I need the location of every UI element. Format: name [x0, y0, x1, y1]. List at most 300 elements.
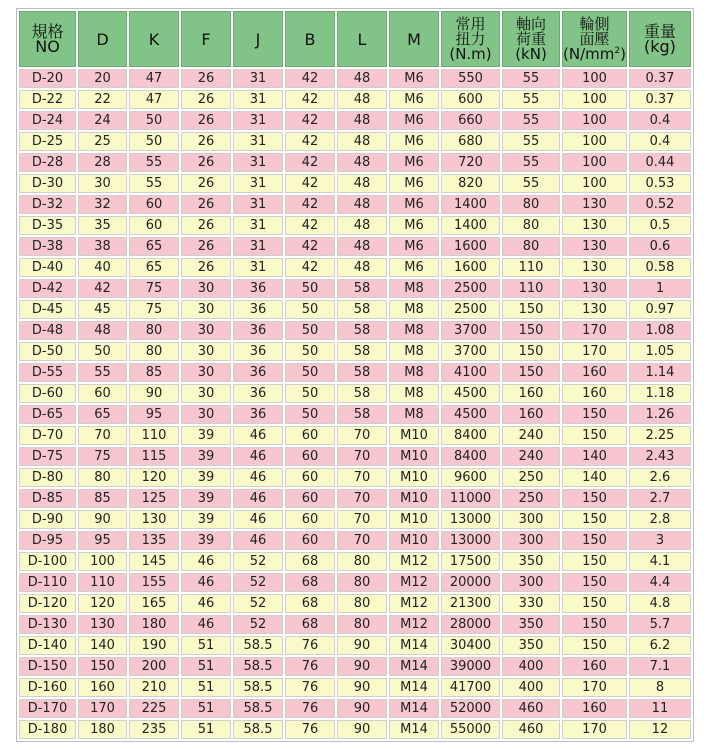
table-cell: 160 [562, 384, 627, 403]
header-line: 扭力 [455, 29, 486, 48]
table-cell: 42 [285, 69, 335, 88]
table-cell: 170 [562, 720, 627, 739]
table-cell: 46 [233, 531, 283, 550]
table-cell: 80 [502, 195, 560, 214]
table-cell: 46 [181, 552, 231, 571]
table-cell: 150 [502, 342, 560, 361]
table-cell: 31 [233, 111, 283, 130]
table-cell: D-100 [19, 552, 76, 571]
header-label: J [255, 29, 261, 49]
table-cell: 26 [181, 90, 231, 109]
table-cell: 51 [181, 636, 231, 655]
table-cell: 55 [502, 69, 560, 88]
table-cell: 30 [181, 405, 231, 424]
header-j [233, 11, 283, 67]
table-cell: 0.58 [629, 258, 691, 277]
table-cell: 48 [337, 90, 387, 109]
table-cell: M6 [389, 216, 439, 235]
table-cell: 2.7 [629, 489, 691, 508]
table-row [19, 678, 691, 697]
table-row [19, 594, 691, 613]
table-cell: 58 [337, 300, 387, 319]
table-cell: 80 [78, 468, 127, 487]
table-cell: 42 [285, 258, 335, 277]
table-cell: 58 [337, 405, 387, 424]
table-row [19, 237, 691, 256]
table-cell: 70 [337, 447, 387, 466]
table-cell: 170 [562, 321, 627, 340]
table-cell: 90 [337, 678, 387, 697]
table-cell: 330 [502, 594, 560, 613]
table-cell: 80 [129, 342, 179, 361]
table-cell: D-35 [19, 216, 76, 235]
table-cell: 58 [337, 363, 387, 382]
table-cell: M12 [389, 594, 439, 613]
table-cell: 100 [562, 69, 627, 88]
table-cell: 300 [502, 531, 560, 550]
header-row [19, 11, 691, 67]
table-cell: 100 [78, 552, 127, 571]
table-cell: D-75 [19, 447, 76, 466]
table-cell: 31 [233, 258, 283, 277]
table-cell: 55000 [441, 720, 500, 739]
table-cell: 58.5 [233, 636, 283, 655]
table-cell: 100 [562, 132, 627, 151]
header-line: 常用 [455, 14, 486, 33]
table-cell: 26 [181, 153, 231, 172]
table-cell: D-45 [19, 300, 76, 319]
table-row [19, 636, 691, 655]
table-cell: 28000 [441, 615, 500, 634]
table-cell: 1400 [441, 195, 500, 214]
table-cell: 150 [78, 657, 127, 676]
table-cell: 46 [233, 426, 283, 445]
table-cell: 80 [502, 237, 560, 256]
table-cell: 130 [562, 216, 627, 235]
table-cell: 55 [78, 363, 127, 382]
table-cell: 150 [502, 321, 560, 340]
table-cell: 125 [129, 489, 179, 508]
table-cell: 150 [562, 489, 627, 508]
table-row [19, 132, 691, 151]
table-cell: 85 [78, 489, 127, 508]
table-cell: 26 [181, 174, 231, 193]
table-cell: 30 [181, 279, 231, 298]
table-cell: 150 [562, 636, 627, 655]
header-d [78, 11, 127, 67]
table-cell: 4.4 [629, 573, 691, 592]
table-cell: 170 [562, 342, 627, 361]
table-cell: 41700 [441, 678, 500, 697]
table-cell: 46 [233, 447, 283, 466]
table-cell: 60 [285, 489, 335, 508]
table-cell: 660 [441, 111, 500, 130]
table-cell: 30 [78, 174, 127, 193]
table-cell: 48 [337, 153, 387, 172]
table-cell: 50 [285, 405, 335, 424]
table-cell: 55 [129, 174, 179, 193]
header-unit-tail: ) [620, 44, 626, 63]
table-cell: 51 [181, 720, 231, 739]
table-cell: 210 [129, 678, 179, 697]
table-cell: 2.6 [629, 468, 691, 487]
table-cell: 42 [285, 90, 335, 109]
header-f [181, 11, 231, 67]
table-cell: 8 [629, 678, 691, 697]
table-cell: 65 [129, 237, 179, 256]
table-cell: 42 [285, 132, 335, 151]
table-cell: M8 [389, 321, 439, 340]
table-cell: 0.6 [629, 237, 691, 256]
table-cell: 90 [337, 720, 387, 739]
table-cell: 35 [78, 216, 127, 235]
table-row [19, 552, 691, 571]
table-cell: 52000 [441, 699, 500, 718]
table-cell: 350 [502, 636, 560, 655]
table-cell: 0.37 [629, 90, 691, 109]
table-cell: 170 [78, 699, 127, 718]
table-cell: D-24 [19, 111, 76, 130]
table-cell: 60 [285, 531, 335, 550]
table-cell: 1.08 [629, 321, 691, 340]
table-cell: D-40 [19, 258, 76, 277]
table-row [19, 153, 691, 172]
table-cell: 100 [562, 90, 627, 109]
table-cell: 80 [337, 573, 387, 592]
table-cell: 150 [502, 363, 560, 382]
table-cell: 31 [233, 216, 283, 235]
table-cell: 2.25 [629, 426, 691, 445]
table-cell: D-65 [19, 405, 76, 424]
table-cell: 48 [337, 111, 387, 130]
table-cell: 39 [181, 489, 231, 508]
table-cell: 46 [181, 594, 231, 613]
table-cell: 17500 [441, 552, 500, 571]
table-cell: 25 [78, 132, 127, 151]
table-row [19, 447, 691, 466]
table-cell: 47 [129, 90, 179, 109]
table-cell: 36 [233, 363, 283, 382]
header-label: K [148, 29, 160, 49]
table-row [19, 384, 691, 403]
table-cell: 150 [562, 405, 627, 424]
header-spec-no [19, 11, 76, 67]
table-cell: 2500 [441, 300, 500, 319]
table-cell: 100 [562, 174, 627, 193]
table-cell: 68 [285, 615, 335, 634]
table-cell: 50 [285, 384, 335, 403]
table-cell: D-110 [19, 573, 76, 592]
table-cell: 55 [502, 111, 560, 130]
table-cell: 80 [502, 216, 560, 235]
table-cell: 120 [78, 594, 127, 613]
table-row [19, 426, 691, 445]
table-cell: M10 [389, 468, 439, 487]
table-cell: 31 [233, 132, 283, 151]
table-cell: 0.53 [629, 174, 691, 193]
table-cell: M12 [389, 615, 439, 634]
table-cell: 55 [129, 153, 179, 172]
table-cell: D-60 [19, 384, 76, 403]
table-row [19, 531, 691, 550]
header-side-pressure [562, 11, 627, 67]
table-cell: 350 [502, 615, 560, 634]
table-cell: M6 [389, 69, 439, 88]
table-cell: 26 [181, 69, 231, 88]
table-row [19, 342, 691, 361]
table-cell: M6 [389, 258, 439, 277]
table-cell: 6.2 [629, 636, 691, 655]
table-cell: 70 [337, 426, 387, 445]
table-cell: 42 [78, 279, 127, 298]
table-cell: 11000 [441, 489, 500, 508]
table-cell: D-32 [19, 195, 76, 214]
table-cell: 47 [129, 69, 179, 88]
table-cell: 130 [562, 279, 627, 298]
table-cell: 3 [629, 531, 691, 550]
header-label: M [407, 29, 421, 49]
table-cell: 58.5 [233, 699, 283, 718]
table-cell: 68 [285, 552, 335, 571]
table-cell: 55 [502, 153, 560, 172]
table-cell: 80 [337, 594, 387, 613]
table-cell: D-38 [19, 237, 76, 256]
table-cell: 3700 [441, 342, 500, 361]
table-cell: D-90 [19, 510, 76, 529]
table-cell: 460 [502, 720, 560, 739]
table-cell: 36 [233, 384, 283, 403]
table-cell: 50 [285, 363, 335, 382]
table-cell: M6 [389, 195, 439, 214]
table-cell: 76 [285, 720, 335, 739]
table-cell: 155 [129, 573, 179, 592]
table-cell: 42 [285, 237, 335, 256]
header-m [389, 11, 439, 67]
table-row [19, 363, 691, 382]
header-line: 荷重 [515, 29, 546, 48]
table-cell: 58.5 [233, 678, 283, 697]
table-row [19, 720, 691, 739]
header-label: F [201, 29, 211, 49]
header-label: B [304, 29, 316, 49]
table-row [19, 699, 691, 718]
table-cell: 550 [441, 69, 500, 88]
table-cell: D-160 [19, 678, 76, 697]
table-cell: 31 [233, 237, 283, 256]
table-cell: 55 [502, 90, 560, 109]
table-cell: 51 [181, 699, 231, 718]
table-cell: 240 [502, 426, 560, 445]
table-cell: 13000 [441, 531, 500, 550]
table-cell: D-22 [19, 90, 76, 109]
table-cell: 31 [233, 90, 283, 109]
table-cell: D-95 [19, 531, 76, 550]
header-label: D [96, 29, 109, 49]
header-b [285, 11, 335, 67]
table-cell: M12 [389, 552, 439, 571]
table-cell: 110 [129, 426, 179, 445]
header-unit-sup: 2 [614, 45, 621, 56]
table-cell: D-42 [19, 279, 76, 298]
table-cell: 70 [337, 510, 387, 529]
table-cell: 150 [562, 552, 627, 571]
table-cell: 160 [562, 657, 627, 676]
table-cell: 130 [562, 237, 627, 256]
header-label: L [357, 29, 367, 49]
table-cell: 26 [181, 216, 231, 235]
table-cell: 1.18 [629, 384, 691, 403]
table-row [19, 489, 691, 508]
table-cell: 1.26 [629, 405, 691, 424]
table-cell: 200 [129, 657, 179, 676]
table-cell: 140 [562, 468, 627, 487]
table-cell: 20 [78, 69, 127, 88]
table-cell: 58 [337, 279, 387, 298]
table-cell: 60 [129, 195, 179, 214]
table-cell: 0.37 [629, 69, 691, 88]
table-cell: 42 [285, 174, 335, 193]
table-cell: 180 [78, 720, 127, 739]
header-l [337, 11, 387, 67]
table-cell: 235 [129, 720, 179, 739]
table-cell: 52 [233, 573, 283, 592]
table-cell: M10 [389, 426, 439, 445]
table-cell: 30 [181, 363, 231, 382]
header-torque [441, 11, 500, 67]
header-k [129, 11, 179, 67]
table-cell: 46 [233, 510, 283, 529]
table-cell: 60 [285, 447, 335, 466]
table-cell: 46 [181, 615, 231, 634]
table-cell: 1 [629, 279, 691, 298]
table-cell: M8 [389, 279, 439, 298]
table-cell: 4100 [441, 363, 500, 382]
table-cell: 51 [181, 657, 231, 676]
table-cell: 150 [562, 573, 627, 592]
table-row [19, 279, 691, 298]
table-cell: M6 [389, 132, 439, 151]
table-cell: 32 [78, 195, 127, 214]
table-cell: 300 [502, 573, 560, 592]
table-cell: 76 [285, 636, 335, 655]
table-cell: 180 [129, 615, 179, 634]
table-cell: 76 [285, 678, 335, 697]
table-cell: 68 [285, 573, 335, 592]
header-label: 規格NO [31, 22, 64, 56]
table-cell: M10 [389, 489, 439, 508]
table-cell: 50 [285, 321, 335, 340]
table-cell: 60 [129, 216, 179, 235]
table-cell: 48 [337, 69, 387, 88]
table-cell: 50 [78, 342, 127, 361]
table-cell: 720 [441, 153, 500, 172]
table-cell: 85 [129, 363, 179, 382]
table-cell: 100 [562, 153, 627, 172]
table-cell: 50 [285, 300, 335, 319]
table-cell: 58.5 [233, 720, 283, 739]
table-cell: 110 [78, 573, 127, 592]
table-cell: 0.52 [629, 195, 691, 214]
table-cell: 150 [502, 300, 560, 319]
header-label: 重量(kg) [643, 22, 676, 56]
header-line: (kN) [515, 44, 547, 63]
table-cell: 65 [78, 405, 127, 424]
table-cell: 26 [181, 195, 231, 214]
table-cell: 31 [233, 174, 283, 193]
table-cell: 39 [181, 447, 231, 466]
table-cell: 1600 [441, 237, 500, 256]
table-cell: 680 [441, 132, 500, 151]
table-cell: 30400 [441, 636, 500, 655]
table-cell: 52 [233, 594, 283, 613]
table-cell: 48 [337, 216, 387, 235]
table-cell: 52 [233, 552, 283, 571]
table-cell: 31 [233, 153, 283, 172]
table-cell: 110 [502, 258, 560, 277]
table-cell: 160 [78, 678, 127, 697]
table-cell: 160 [502, 384, 560, 403]
table-cell: D-180 [19, 720, 76, 739]
table-cell: 225 [129, 699, 179, 718]
table-cell: M8 [389, 300, 439, 319]
table-cell: 52 [233, 615, 283, 634]
header-unit: (N/mm [563, 44, 615, 63]
table-cell: 26 [181, 132, 231, 151]
table-cell: 0.4 [629, 111, 691, 130]
table-cell: 0.5 [629, 216, 691, 235]
table-cell: 28 [78, 153, 127, 172]
table-cell: 48 [78, 321, 127, 340]
table-cell: 75 [129, 300, 179, 319]
table-cell: 39000 [441, 657, 500, 676]
table-row [19, 111, 691, 130]
table-cell: 2500 [441, 279, 500, 298]
table-cell: M10 [389, 531, 439, 550]
table-cell: 42 [285, 153, 335, 172]
table-cell: 135 [129, 531, 179, 550]
table-cell: 95 [129, 405, 179, 424]
table-cell: 3700 [441, 321, 500, 340]
table-cell: 160 [562, 699, 627, 718]
table-cell: 31 [233, 69, 283, 88]
table-cell: 820 [441, 174, 500, 193]
table-cell: 50 [285, 279, 335, 298]
table-cell: 9600 [441, 468, 500, 487]
header-line [563, 44, 626, 63]
table-cell: 160 [562, 363, 627, 382]
table-cell: 8400 [441, 447, 500, 466]
table-cell: 80 [129, 321, 179, 340]
table-cell: 46 [233, 489, 283, 508]
table-cell: 1.14 [629, 363, 691, 382]
table-cell: M6 [389, 111, 439, 130]
table-cell: 30 [181, 384, 231, 403]
table-cell: 26 [181, 258, 231, 277]
table-cell: 55 [502, 132, 560, 151]
table-row [19, 321, 691, 340]
table-cell: 130 [562, 300, 627, 319]
header-line: 面壓 [579, 29, 610, 48]
table-cell: 70 [78, 426, 127, 445]
table-cell: 140 [78, 636, 127, 655]
table-row [19, 195, 691, 214]
table-cell: 38 [78, 237, 127, 256]
table-cell: 130 [562, 258, 627, 277]
table-cell: 1400 [441, 216, 500, 235]
table-cell: D-48 [19, 321, 76, 340]
table-cell: 58 [337, 384, 387, 403]
table-cell: 100 [562, 111, 627, 130]
